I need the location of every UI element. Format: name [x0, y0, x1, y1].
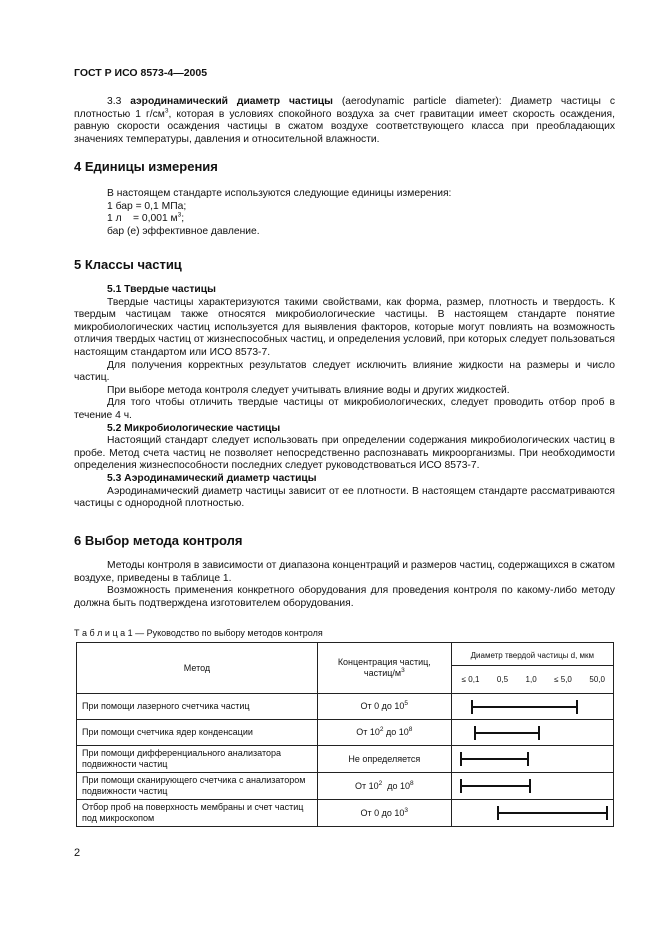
definition-paragraph	[74, 96, 615, 146]
diameter-range-bar	[471, 706, 577, 708]
concentration-cell: Не определяется	[317, 746, 451, 773]
tick-label: ≤ 5,0	[554, 675, 572, 684]
tick-label: 50,0	[589, 675, 605, 684]
section-4	[74, 159, 615, 238]
table-row	[77, 746, 614, 773]
paragraph: Аэродинамический диаметр частицы зависит от ее плотности. В настоящем стандарте рассматриваются частицы с однородной плотностью.	[74, 485, 615, 510]
table-header-row	[77, 643, 614, 694]
superscript: 3	[164, 107, 169, 115]
table-row	[77, 773, 614, 800]
paragraph: Методы контроля в зависимости от диапазона концентраций и размеров частиц, содержащихся в сжатом воздухе, приведены в таблице 1.	[74, 560, 615, 584]
header-divider	[452, 665, 613, 666]
unit-text: 1 л = 0,001 м	[107, 213, 178, 225]
superscript: 3	[177, 211, 182, 219]
method-cell: При помощи счетчика ядер конденсации	[77, 720, 318, 746]
paragraph: Для того чтобы отличить твердые частицы от микробиологических, следует проводить отбор проб в течение 4 ч.	[74, 397, 615, 421]
range-cell	[451, 800, 613, 827]
unit-line	[74, 213, 615, 226]
table-row	[77, 720, 614, 746]
page-number: 2	[74, 847, 81, 859]
unit-text: ;	[181, 213, 185, 225]
diameter-ticks	[462, 674, 605, 685]
diameter-range-bar	[497, 812, 608, 814]
defined-term: аэродинамический диаметр частицы	[130, 96, 333, 107]
section-title: 5 Классы частиц	[74, 257, 182, 272]
method-cell: При помощи лазерного счетчика частиц	[77, 694, 318, 720]
range-cell	[451, 773, 613, 800]
method-cell: При помощи сканирующего счетчика с анализатором подвижности частиц	[77, 773, 318, 800]
header-concentration	[317, 643, 451, 694]
definition-text-cont: , которая в условиях спокойного воздуха за счет гравитации имеет скорость осаждения, равную скорости осаждения частицы в сжатом воздухе соответствующего класса при преобладающих значениях температуры, давления и относительной влажности.	[74, 108, 615, 145]
range-cell	[451, 746, 613, 773]
diameter-range-bar	[474, 732, 540, 734]
concentration-cell: От $10^2$ до $10^8$	[317, 773, 451, 800]
header-concentration-text: Концентрация частиц, частиц/м	[337, 657, 431, 678]
table-caption: Т а б л и ц а 1 — Руководство по выбору методов контроля	[74, 628, 323, 638]
tick-label: 1,0	[525, 675, 537, 684]
section-5	[74, 257, 615, 511]
paragraph: При выборе метода контроля следует учитывать влияние воды и других жидкостей.	[107, 384, 510, 396]
section-3-3	[74, 96, 615, 146]
subsection-title: 5.1 Твердые частицы	[107, 284, 216, 295]
paragraph: В настоящем стандарте используются следующие единицы измерения:	[107, 188, 452, 199]
methods-table	[76, 642, 614, 827]
paragraph: Для получения корректных результатов следует исключить влияние жидкости на размеры и число частиц.	[74, 359, 615, 384]
section-6	[74, 533, 615, 610]
paragraph: Твердые частицы характеризуются такими свойствами, как форма, размер, плотность и твердость. К твердым частицам также относятся микробиологические частицы. В настоящем стандарте понятие микробиологических частиц используется для выявления факторов, которые могут повлиять на возможность отличия твердых частиц от жизнеспособных частиц, и определения условий, при которых следует пользоваться настоящим стандартом или ИСО 8573-7.	[74, 296, 615, 358]
clause-number: 3.3	[107, 96, 122, 107]
subsection-title: 5.3 Аэродинамический диаметр частицы	[107, 472, 317, 484]
superscript: 3	[401, 667, 405, 674]
diameter-range-bar	[460, 785, 531, 787]
range-cell	[451, 720, 613, 746]
table-row	[77, 800, 614, 827]
header-method: Метод	[77, 643, 318, 694]
tick-label: ≤ 0,1	[461, 675, 480, 684]
paragraph: Настоящий стандарт следует использовать при определении содержания микробиологических частиц в пробе. Метод счета частиц не позволяет непосредственно распознавать микроорганизмы. При необходимости определения жизнеспособности последних следует руководствоваться ИСО 8573-7.	[74, 435, 615, 472]
tick-label: 0,5	[496, 675, 509, 684]
diameter-title: Диаметр твердой частицы d, мкм	[470, 651, 595, 660]
table-row	[77, 694, 614, 720]
method-cell: При помощи дифференциального анализатора подвижности частиц	[77, 746, 318, 773]
method-cell: Отбор проб на поверхность мембраны и счет частиц под микроскопом	[77, 800, 318, 827]
section-title: 4 Единицы измерения	[74, 159, 218, 174]
header-diameter	[451, 643, 613, 694]
subsection-title: 5.2 Микробиологические частицы	[107, 422, 281, 434]
section-title: 6 Выбор метода контроля	[74, 533, 243, 548]
definition-text: (aerodynamic particle diameter): Диаметр частицы с плотностью 1 г/см	[74, 96, 615, 120]
concentration-cell: От $10^2$ до $10^8$	[317, 720, 451, 746]
diameter-range-bar	[460, 758, 529, 760]
paragraph: Возможность применения конкретного оборудования для проведения контроля по какому-либо методу должна быть подтверждена изготовителем оборудования.	[74, 585, 615, 609]
unit-line: 1 бар = 0,1 МПа;	[107, 200, 187, 212]
range-cell	[451, 694, 613, 720]
unit-line: бар (е) эффективное давление.	[107, 225, 260, 237]
document-header: ГОСТ Р ИСО 8573-4—2005	[74, 67, 208, 79]
concentration-cell: От 0 до $10^3$	[317, 800, 451, 827]
concentration-cell: От 0 до $10^5$	[317, 694, 451, 720]
